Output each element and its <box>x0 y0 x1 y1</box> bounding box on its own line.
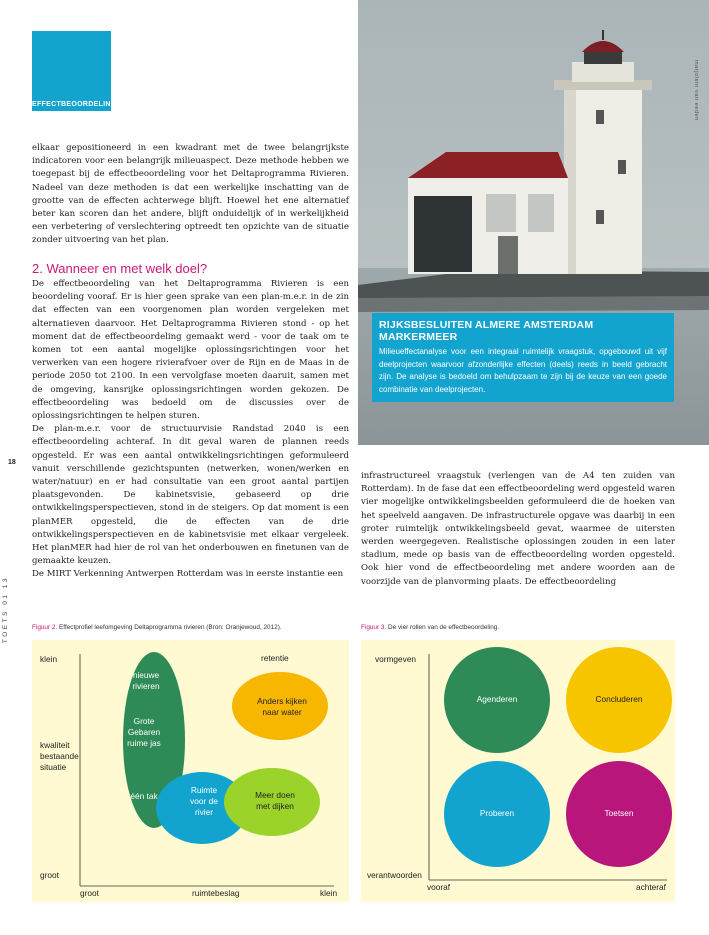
orange-ellipse <box>232 672 328 740</box>
x-mid-label: ruimtebeslag <box>192 888 240 898</box>
label-een-tak: één tak <box>130 791 158 801</box>
figure3-caption-number: Figuur 3. <box>361 624 387 631</box>
label-gebaren: Gebaren <box>127 727 161 737</box>
y-mid-label-3: situatie <box>40 762 67 772</box>
role-proberen: Proberen <box>479 808 515 818</box>
photo-caption-box <box>372 313 674 402</box>
section-heading: 2. Wanneer en met welk doel? <box>32 261 208 276</box>
paragraph: De MIRT Verkenning Antwerpen Rotterdam was in eerste instantie een <box>32 569 344 580</box>
label-rivieren: rivieren <box>132 681 160 691</box>
section-label: EFFECTBEOORDELING <box>32 101 117 108</box>
retentie-label: retentie <box>261 653 289 663</box>
y-bottom-label: verantwoorden <box>367 870 422 880</box>
figure2-caption-text: Effectprofiel leefomgeving Deltaprogramma rivieren (Bron: Oranjewoud, 2012). <box>59 624 282 631</box>
page-number: 18 <box>8 459 16 466</box>
label-grote: Grote <box>133 716 155 726</box>
label-nieuwe: nieuwe <box>132 670 160 680</box>
label-naar-water: naar water <box>262 707 302 717</box>
label-ruimte: Ruimte <box>190 785 218 795</box>
photo-credit: marjolein van eeden <box>693 60 699 121</box>
paragraph: elkaar gepositioneerd in een kwadrant met de twee belangrijkste indicatoren voor een belangrijk milieuaspect. Deze methode hebben we toegepast bij de effectbeoordeling voor het Deltaprogramma Rivieren. Nadeel van deze methoden is dat een werkelijke inschatting van de grootte van de effecten achterwege blijft. Hoewel het ene alternatief beter kan scoren dan het andere, blijft onduidelijk of in werkelijkheid een verbetering of verslechtering optreedt ten opzichte van de situatie zonder uitvoering van het plan. <box>32 143 349 246</box>
paragraph: infrastructureel vraagstuk (verlengen van de A4 ten zuiden van Rotterdam). In de fase dat een effectbeoordeling werd opgesteld waren vier mogelijke ontwikkelingsbeelden geformuleerd die de hoeken van het speelveld aangaven. De infrastructurele opgave was daarbij in een groter ruimtelijk ontwikkelingsbeeld gevat, waarmee de uitersten werden weergegeven. Realistische oplossingen zouden in een later stadium, mede op basis van de effectbeoordeling worden opgesteld. Ook hier vond de effectbeoordeling met andere woorden aan de voorzijde van de planvorming plaats. De effectbeoordeling <box>361 471 675 587</box>
figure2-caption-number: Figuur 2. <box>32 624 58 631</box>
y-mid-label-1: kwaliteit <box>40 740 70 750</box>
x-left-label: groot <box>80 888 99 898</box>
role-toetsen: Toetsen <box>604 808 634 818</box>
y-mid-label-2: bestaande <box>40 751 79 761</box>
label-met-dijken: met dijken <box>256 801 294 811</box>
figure3-caption-text: De vier rollen van de effectbeoordeling. <box>388 624 500 631</box>
figure3-diagram <box>361 640 675 902</box>
x-right-label: achteraf <box>636 882 666 892</box>
label-ruime-jas: ruime jas <box>127 738 161 748</box>
photo-box-text: Milieueffectanalyse voor een integraal ruimtelijk vraagstuk, opgebouwd uit vijf deelprojecten waarvoor afzonderlijke effecten (deels) reeds in beeld gebracht zijn. De analyse is bedoeld om behulpzaam te zijn bij de keuze van een goede combinatie van deelprojecten. <box>379 347 667 394</box>
role-agenderen: Agenderen <box>476 694 518 704</box>
x-right-label: klein <box>320 888 338 898</box>
figure3-caption <box>361 624 499 631</box>
paragraph: De effectbeoordeling van het Deltaprogramma Rivieren is een beoordeling vooraf. Er is hier geen sprake van een plan-m.e.r. in de zin dat effecten van een voorgenomen plan worden vergeleken met alternatieven daarvoor. Het Deltaprogramma Rivieren stond - op het moment dat de effectbeoordeling gemaakt werd - voor de taak om te komen tot een aantal mogelijke oplossingsrichtingen voor het verwerken van een hogere rivierafvoer over de Rijn en de Maas in de periode 2050 tot 2100. In een vervolgfase moeten daaruit, samen met de omgeving, kansrijke oplossingsrichtingen worden gekozen. De effectbeoordeling was bedoeld om de discussies over de oplossingsrichtingen te helpen sturen. <box>32 279 349 422</box>
role-concluderen: Concluderen <box>595 694 643 704</box>
figure2-diagram <box>32 640 349 902</box>
x-left-label: vooraf <box>427 882 451 892</box>
column1-body <box>32 278 349 582</box>
label-meer-doen: Meer doen <box>255 790 295 800</box>
y-bottom-label: groot <box>40 870 59 880</box>
figure2-caption <box>32 624 282 631</box>
photo-box-title: RIJKSBESLUITEN ALMERE AMSTERDAM MARKERMEER <box>379 319 594 343</box>
label-anders-kijken: Anders kijken <box>257 696 307 706</box>
paragraph: De plan-m.e.r. voor de structuurvisie Randstad 2040 is een effectbeoordeling achteraf. In dit geval waren de plannen reeds opgesteld. Er was een aantal ontwikkelingsrichtingen geformuleerd vanuit verschillende gezichtspunten (netwerken, wonen/werken en water/natuur) en er had consultatie van een groot aantal partijen plaatsgevonden. De kabinetsvisie, gebaseerd op drie ontwikkelingsperspectieven, stond in de steigers. Op dat moment is een planMER opgesteld, die de effecten van de drie ontwikkelingsperspectieven en de kabinetsvisie met elkaar vergeleek. Het planMER had hier de rol van het onderbouwen en finetunen van de gemaakte keuzen. <box>32 424 349 567</box>
y-top-label: vormgeven <box>375 654 417 664</box>
y-top-label: klein <box>40 654 58 664</box>
label-rivier: rivier <box>195 807 213 817</box>
section-color-block <box>32 31 111 111</box>
journal-sidebar: TOETS 01 13 <box>2 576 9 644</box>
column1-intro <box>32 142 349 248</box>
column2-body <box>361 470 675 589</box>
label-voor-de: voor de <box>190 796 218 806</box>
